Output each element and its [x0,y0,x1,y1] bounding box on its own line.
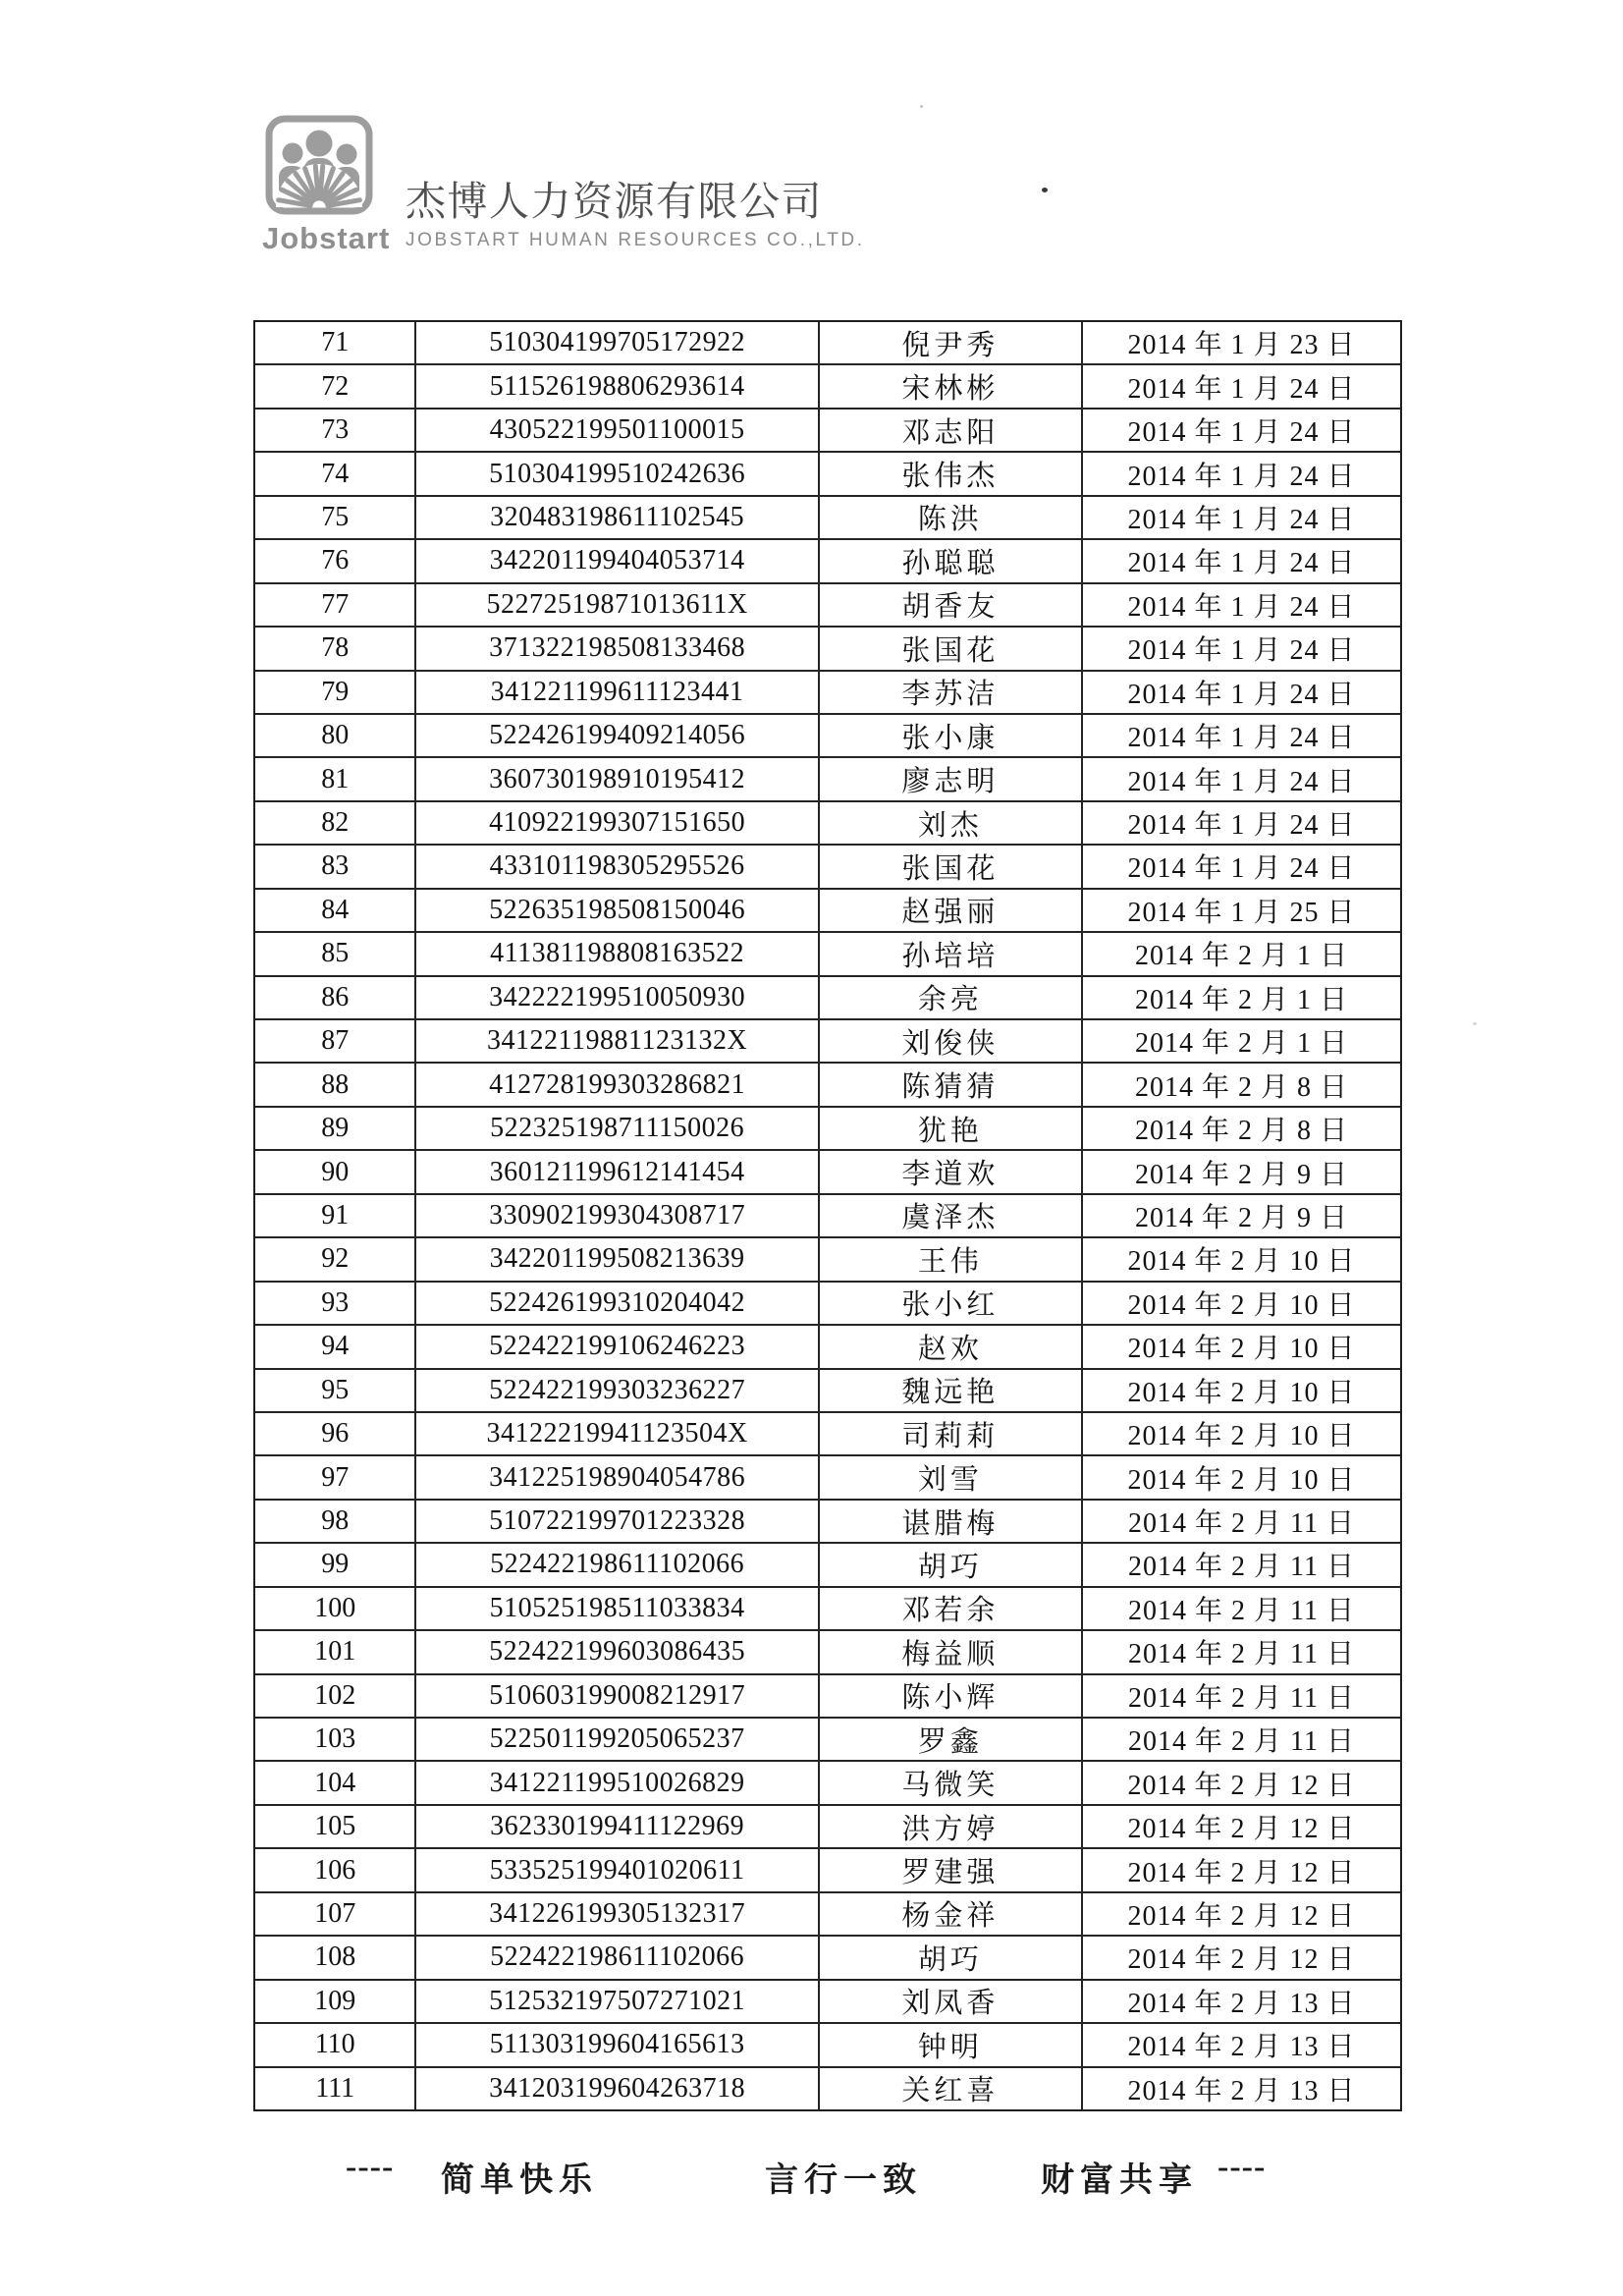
table-row [255,1937,1400,1980]
table-row [255,977,1400,1020]
row-number-cell: 74 [255,453,416,494]
table-row [255,890,1400,933]
table-row [255,1762,1400,1805]
row-number-cell: 76 [255,540,416,581]
table-row [255,715,1400,758]
name-cell: 梅益顺 [820,1631,1083,1672]
company-name-chinese: 杰博人力资源有限公司 [406,179,823,224]
date-cell: 2014 年 2 月 10 日 [1127,1421,1356,1452]
footer-dash-right: ---- [1217,2149,1267,2185]
row-number-cell: 102 [255,1675,416,1717]
id-number-cell: 522501199205065237 [416,1719,819,1760]
company-name-block [406,178,865,251]
name-cell: 刘俊侠 [820,1020,1083,1062]
id-number-cell: 342222199510050930 [416,977,819,1018]
table-row [255,453,1400,496]
row-number-cell: 72 [255,365,416,407]
table-row [255,1544,1400,1587]
date-cell: 2014 年 2 月 9 日 [1134,1159,1348,1190]
name-cell: 刘凤香 [820,1981,1083,2022]
table-row [255,758,1400,801]
name-cell: 赵强丽 [820,890,1083,931]
id-number-cell: 510304199705172922 [416,322,819,363]
date-cell: 2014 年 1 月 24 日 [1127,723,1356,754]
name-cell: 孙培培 [820,933,1083,974]
name-cell: 罗鑫 [820,1719,1083,1760]
name-cell: 李苏洁 [820,672,1083,713]
row-number-cell: 87 [255,1020,416,1062]
date-cell: 2014 年 2 月 8 日 [1134,1071,1348,1103]
row-number-cell: 110 [255,2024,416,2065]
date-cell: 2014 年 2 月 10 日 [1127,1334,1356,1365]
id-number-cell: 533525199401020611 [416,1849,819,1890]
row-number-cell: 92 [255,1238,416,1280]
table-row [255,846,1400,889]
id-number-cell: 522422199106246223 [416,1326,819,1367]
name-cell: 孙聪聪 [820,540,1083,581]
name-cell: 宋林彬 [820,365,1083,407]
name-cell: 张国花 [820,846,1083,887]
name-cell: 陈洪 [820,497,1083,538]
row-number-cell: 84 [255,890,416,931]
table-row [255,2068,1400,2109]
table-row [255,497,1400,540]
row-number-cell: 86 [255,977,416,1018]
date-cell: 2014 年 1 月 24 日 [1127,548,1356,579]
table-row [255,1893,1400,1937]
date-cell: 2014 年 2 月 11 日 [1127,1595,1355,1626]
name-cell: 邓志阳 [820,410,1083,451]
name-cell: 胡香友 [820,584,1083,626]
name-cell: 谌腊梅 [820,1501,1083,1542]
table-row [255,802,1400,846]
id-number-cell: 522422199603086435 [416,1631,819,1672]
table-row [255,584,1400,628]
name-cell: 李道欢 [820,1151,1083,1192]
row-number-cell: 71 [255,322,416,363]
id-number-cell: 522635198508150046 [416,890,819,931]
table-row [255,1370,1400,1413]
row-number-cell: 109 [255,1981,416,2022]
id-number-cell: 34122119881123132X [416,1020,819,1062]
date-cell: 2014 年 1 月 24 日 [1127,591,1356,623]
date-cell: 2014 年 1 月 24 日 [1127,853,1356,885]
row-number-cell: 97 [255,1456,416,1498]
id-number-cell: 330902199304308717 [416,1195,819,1236]
id-number-cell: 360121199612141454 [416,1151,819,1192]
date-cell: 2014 年 2 月 13 日 [1127,2075,1356,2106]
row-number-cell: 82 [255,802,416,844]
date-cell: 2014 年 1 月 25 日 [1127,897,1356,928]
table-row [255,1020,1400,1064]
id-number-cell: 510525198511033834 [416,1588,819,1629]
footer-slogan-3: 财富共享 [1041,2162,1198,2199]
id-number-cell: 522426199409214056 [416,715,819,756]
row-number-cell: 73 [255,410,416,451]
id-number-cell: 342201199404053714 [416,540,819,581]
id-number-cell: 522325198711150026 [416,1108,819,1149]
id-number-cell: 510603199008212917 [416,1675,819,1717]
footer-slogan-1: 简单快乐 [441,2162,598,2199]
date-cell: 2014 年 2 月 10 日 [1127,1246,1356,1278]
name-cell: 张小红 [820,1283,1083,1324]
row-number-cell: 105 [255,1806,416,1847]
row-number-cell: 106 [255,1849,416,1890]
date-cell: 2014 年 2 月 10 日 [1127,1289,1356,1321]
row-number-cell: 78 [255,628,416,669]
id-number-cell: 522422199303236227 [416,1370,819,1411]
row-number-cell: 98 [255,1501,416,1542]
row-number-cell: 88 [255,1064,416,1105]
date-cell: 2014 年 1 月 24 日 [1127,810,1356,842]
name-cell: 关红喜 [820,2068,1083,2109]
id-number-cell: 510722199701223328 [416,1501,819,1542]
name-cell: 杨金祥 [820,1893,1083,1935]
id-number-cell: 511526198806293614 [416,365,819,407]
date-cell: 2014 年 2 月 11 日 [1127,1682,1355,1714]
row-number-cell: 94 [255,1326,416,1367]
row-number-cell: 85 [255,933,416,974]
table-row [255,1195,1400,1238]
table-row [255,1413,1400,1456]
name-cell: 倪尹秀 [820,322,1083,363]
table-row [255,1588,1400,1631]
date-cell: 2014 年 2 月 8 日 [1134,1116,1348,1147]
row-number-cell: 104 [255,1762,416,1803]
id-number-cell: 341225198904054786 [416,1456,819,1498]
id-number-cell: 371322198508133468 [416,628,819,669]
row-number-cell: 111 [255,2068,416,2109]
row-number-cell: 100 [255,1588,416,1629]
date-cell: 2014 年 1 月 24 日 [1127,635,1356,667]
table-row [255,1719,1400,1762]
row-number-cell: 101 [255,1631,416,1672]
id-number-cell: 430522199501100015 [416,410,819,451]
date-cell: 2014 年 1 月 24 日 [1127,373,1356,405]
name-cell: 张国花 [820,628,1083,669]
table-row [255,1108,1400,1151]
row-number-cell: 75 [255,497,416,538]
name-cell: 胡巧 [820,1544,1083,1585]
name-cell: 洪方婷 [820,1806,1083,1847]
table-row [255,672,1400,715]
name-cell: 陈小辉 [820,1675,1083,1717]
date-cell: 2014 年 2 月 13 日 [1127,2032,1356,2063]
name-cell: 司莉莉 [820,1413,1083,1454]
scan-speck [1042,188,1048,192]
footer-slogans [0,2149,1623,2199]
date-cell: 2014 年 2 月 10 日 [1127,1464,1356,1496]
table-row [255,1849,1400,1892]
row-number-cell: 80 [255,715,416,756]
date-cell: 2014 年 1 月 24 日 [1127,417,1356,449]
date-cell: 2014 年 2 月 12 日 [1127,1814,1356,1845]
name-cell: 刘雪 [820,1456,1083,1498]
id-number-cell: 34122219941123504X [416,1413,819,1454]
table-row [255,1151,1400,1194]
date-cell: 2014 年 2 月 9 日 [1134,1202,1348,1233]
name-cell: 王伟 [820,1238,1083,1280]
name-cell: 马微笑 [820,1762,1083,1803]
name-cell: 刘杰 [820,802,1083,844]
id-number-cell: 522426199310204042 [416,1283,819,1324]
id-number-cell: 410922199307151650 [416,802,819,844]
jobstart-people-sunburst-icon [261,114,377,220]
id-number-cell: 512532197507271021 [416,1981,819,2022]
id-number-cell: 362330199411122969 [416,1806,819,1847]
name-cell: 邓若余 [820,1588,1083,1629]
date-cell: 2014 年 2 月 12 日 [1127,1944,1356,1976]
row-number-cell: 103 [255,1719,416,1760]
date-cell: 2014 年 2 月 11 日 [1127,1508,1355,1540]
id-number-cell: 433101198305295526 [416,846,819,887]
name-cell: 犹艳 [820,1108,1083,1149]
table-row [255,2024,1400,2067]
row-number-cell: 81 [255,758,416,799]
name-cell: 张小康 [820,715,1083,756]
row-number-cell: 96 [255,1413,416,1454]
name-cell: 赵欢 [820,1326,1083,1367]
row-number-cell: 77 [255,584,416,626]
table-row [255,1238,1400,1282]
row-number-cell: 91 [255,1195,416,1236]
row-number-cell: 89 [255,1108,416,1149]
row-number-cell: 99 [255,1544,416,1585]
name-cell: 张伟杰 [820,453,1083,494]
row-number-cell: 107 [255,1893,416,1935]
company-logo [261,114,389,256]
table-row [255,540,1400,583]
scan-speck [920,105,923,108]
id-number-cell: 411381198808163522 [416,933,819,974]
id-number-cell: 341226199305132317 [416,1893,819,1935]
table-row [255,1631,1400,1674]
id-number-cell: 511303199604165613 [416,2024,819,2065]
date-cell: 2014 年 2 月 1 日 [1134,1028,1348,1060]
table-row [255,933,1400,976]
table-row [255,1456,1400,1500]
date-cell: 2014 年 2 月 11 日 [1127,1726,1355,1758]
table-row [255,1675,1400,1719]
brand-text: Jobstart [262,221,391,255]
id-number-cell: 342201199508213639 [416,1238,819,1280]
date-cell: 2014 年 2 月 1 日 [1134,984,1348,1015]
date-cell: 2014 年 2 月 12 日 [1127,1857,1356,1888]
date-cell: 2014 年 2 月 13 日 [1127,1988,1356,2019]
row-number-cell: 90 [255,1151,416,1192]
name-cell: 钟明 [820,2024,1083,2065]
id-number-cell: 412728199303286821 [416,1064,819,1105]
footer-slogan-2: 言行一致 [765,2162,922,2199]
date-cell: 2014 年 2 月 11 日 [1127,1639,1355,1670]
scan-speck [1473,1022,1477,1025]
row-number-cell: 93 [255,1283,416,1324]
date-cell: 2014 年 2 月 10 日 [1127,1377,1356,1408]
id-number-cell: 341221199510026829 [416,1762,819,1803]
date-cell: 2014 年 2 月 11 日 [1127,1552,1355,1583]
date-cell: 2014 年 1 月 24 日 [1127,461,1356,492]
row-number-cell: 83 [255,846,416,887]
name-cell: 胡巧 [820,1937,1083,1978]
name-cell: 罗建强 [820,1849,1083,1890]
table-row [255,1064,1400,1107]
table-row [255,628,1400,671]
name-cell: 魏远艳 [820,1370,1083,1411]
date-cell: 2014 年 1 月 24 日 [1127,679,1356,710]
name-cell: 余亮 [820,977,1083,1018]
id-number-cell: 522422198611102066 [416,1544,819,1585]
date-cell: 2014 年 1 月 23 日 [1127,330,1356,361]
footer-dash-left: ---- [346,2149,395,2185]
table-row [255,322,1400,365]
name-cell: 陈猜猜 [820,1064,1083,1105]
row-number-cell: 95 [255,1370,416,1411]
registration-table [253,320,1402,2111]
row-number-cell: 108 [255,1937,416,1978]
id-number-cell: 52272519871013611X [416,584,819,626]
id-number-cell: 341203199604263718 [416,2068,819,2109]
id-number-cell: 320483198611102545 [416,497,819,538]
table-row [255,1326,1400,1369]
table-row [255,410,1400,453]
date-cell: 2014 年 1 月 24 日 [1127,504,1356,535]
table-row [255,1806,1400,1849]
date-cell: 2014 年 2 月 1 日 [1134,941,1348,972]
id-number-cell: 360730198910195412 [416,758,819,799]
id-number-cell: 341221199611123441 [416,672,819,713]
id-number-cell: 510304199510242636 [416,453,819,494]
row-number-cell: 79 [255,672,416,713]
id-number-cell: 522422198611102066 [416,1937,819,1978]
date-cell: 2014 年 2 月 12 日 [1127,1770,1356,1801]
date-cell: 2014 年 1 月 24 日 [1127,766,1356,797]
table-row [255,1283,1400,1326]
company-name-english: JOBSTART HUMAN RESOURCES CO.,LTD. [406,230,865,250]
date-cell: 2014 年 2 月 12 日 [1127,1900,1356,1932]
table-row [255,365,1400,409]
table-row [255,1501,1400,1544]
name-cell: 虞泽杰 [820,1195,1083,1236]
name-cell: 廖志明 [820,758,1083,799]
table-row [255,1981,1400,2024]
